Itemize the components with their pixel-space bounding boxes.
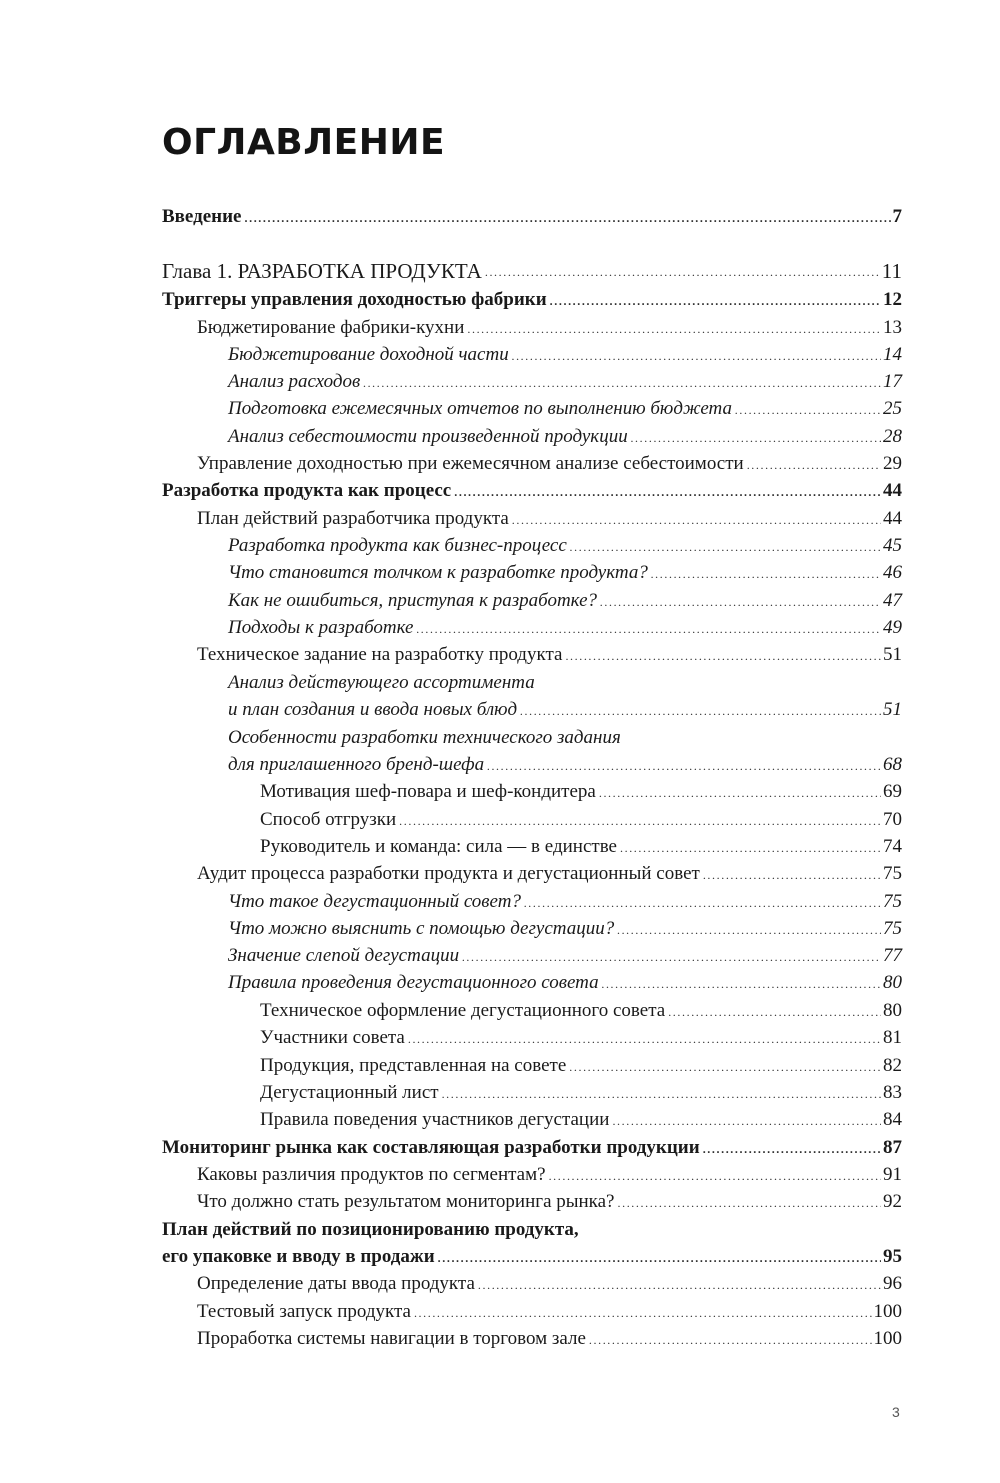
toc-leader-dots [612, 1115, 881, 1127]
toc-entry-page: 44 [883, 508, 902, 529]
toc-entry-title: Мотивация шеф-повара и шеф-кондитера [260, 781, 596, 802]
toc-leader-dots [245, 212, 891, 224]
toc-entry-page: 75 [883, 863, 902, 884]
toc-entry-subtopic[interactable] [260, 999, 902, 1023]
toc-entry-title: Проработка системы навигации в торговом зале [197, 1328, 586, 1349]
toc-entry-page: 75 [883, 918, 902, 939]
toc-entry-topic[interactable] [228, 370, 902, 394]
toc-entry-title: Анализ себестоимости произведенной продукции [228, 426, 628, 447]
toc-leader-dots [703, 1143, 881, 1155]
toc-leader-dots [524, 897, 881, 909]
toc-entry-title: Руководитель и команда: сила — в единстве [260, 836, 617, 857]
toc-entry-page: 95 [883, 1246, 902, 1267]
toc-entry-title: Правила поведения участников дегустации [260, 1109, 610, 1130]
toc-entry-title: Что становится толчком к разработке продукта? [228, 562, 648, 583]
toc-entry-page: 84 [883, 1109, 902, 1130]
toc-leader-dots [550, 295, 881, 307]
toc-entry-page: 28 [883, 426, 902, 447]
toc-entry-topic[interactable] [228, 944, 902, 968]
toc-entry-topic-line-2[interactable] [228, 698, 902, 722]
toc-entry-topic[interactable] [228, 917, 902, 941]
toc-leader-dots [487, 760, 881, 772]
toc-entry-page: 80 [883, 972, 902, 993]
toc-entry-subsection[interactable] [197, 316, 902, 340]
toc-entry-title: Анализ действующего ассортимента [228, 672, 535, 693]
toc-entry-topic[interactable] [228, 971, 902, 995]
toc-entry-title: Особенности разработки технического задания [228, 727, 621, 748]
toc-entry-title: Мониторинг рынка как составляющая разработки продукции [162, 1137, 700, 1158]
toc-entry-page: 29 [883, 453, 902, 474]
toc-entry-section[interactable] [162, 288, 902, 312]
toc-entry-title: Аудит процесса разработки продукта и дегустационный совет [197, 863, 700, 884]
toc-entry-title: Бюджетирование доходной части [228, 344, 509, 365]
toc-leader-dots [735, 404, 881, 416]
toc-entry-chapter-1[interactable] [162, 259, 902, 283]
toc-entry-page: 74 [883, 836, 902, 857]
toc-entry-page: 45 [883, 535, 902, 556]
toc-leader-dots [467, 323, 881, 335]
toc-entry-section[interactable] [162, 1136, 902, 1160]
toc-entry-topic[interactable] [228, 534, 902, 558]
toc-entry-page: 51 [883, 699, 902, 720]
toc-entry-page: 100 [873, 1328, 902, 1349]
toc-leader-dots [703, 869, 881, 881]
toc-entry-title: Значение слепой дегустации [228, 945, 460, 966]
toc-entry-page: 83 [883, 1082, 902, 1103]
toc-entry-title: Участники совета [260, 1027, 405, 1048]
toc-leader-dots [478, 1279, 881, 1291]
toc-leader-dots [512, 514, 881, 526]
toc-entry-title: План действий по позиционированию продукта, [162, 1219, 579, 1240]
toc-entry-page: 100 [873, 1301, 902, 1322]
toc-entry-title: Управление доходностью при ежемесячном анализе себестоимости [197, 453, 744, 474]
toc-entry-page: 87 [883, 1137, 902, 1158]
toc-entry-title: Продукция, представленная на совете [260, 1055, 567, 1076]
toc-entry-title: Каковы различия продуктов по сегментам? [197, 1164, 546, 1185]
toc-entry-page: 47 [883, 590, 902, 611]
toc-entry-page: 92 [883, 1191, 902, 1212]
toc-entry-page: 46 [883, 562, 902, 583]
toc-entry-topic-line-1[interactable] [228, 671, 902, 695]
toc-entry-title: Введение [162, 206, 242, 227]
toc-entry-subsection[interactable] [197, 1327, 902, 1351]
toc-entry-title: Техническое оформление дегустационного совета [260, 1000, 666, 1021]
toc-entry-page: 77 [883, 945, 902, 966]
toc-leader-dots [408, 1033, 881, 1045]
toc-entry-subsection[interactable] [197, 507, 902, 531]
toc-entry-subtopic[interactable] [260, 835, 902, 859]
toc-leader-dots [512, 350, 881, 362]
toc-entry-title: Определение даты ввода продукта [197, 1273, 475, 1294]
toc-leader-dots [485, 266, 880, 278]
toc-entry-title-continued: его упаковке и вводу в продажи [162, 1246, 435, 1267]
toc-leader-dots [416, 623, 881, 635]
toc-leader-dots [747, 459, 881, 471]
toc-entry-title: Что должно стать результатом мониторинга рынка? [197, 1191, 615, 1212]
toc-leader-dots [602, 978, 881, 990]
toc-leader-dots [569, 1061, 881, 1073]
toc-entry-page: 25 [883, 398, 902, 419]
toc-entry-subtopic[interactable] [260, 1108, 902, 1132]
toc-leader-dots [589, 1334, 872, 1346]
toc-entry-title: Техническое задание на разработку продукта [197, 644, 563, 665]
toc-leader-dots [442, 1088, 881, 1100]
toc-entry-page: 12 [883, 289, 902, 310]
toc-entry-page: 11 [881, 259, 902, 283]
toc-leader-dots [399, 815, 881, 827]
toc-entry-topic-line-1[interactable] [228, 726, 902, 750]
toc-leader-dots [570, 541, 881, 553]
toc-entry-page: 51 [883, 644, 902, 665]
toc-entry-subtopic[interactable] [260, 808, 902, 832]
toc-entry-subtopic[interactable] [260, 1054, 902, 1078]
toc-leader-dots [363, 377, 881, 389]
toc-entry-title: Подготовка ежемесячных отчетов по выполнению бюджета [228, 398, 733, 419]
toc-leader-dots [599, 787, 881, 799]
toc-entry-topic[interactable] [228, 425, 902, 449]
toc-entry-page: 70 [883, 809, 902, 830]
toc-entry-page: 80 [883, 1000, 902, 1021]
toc-entry-topic[interactable] [228, 397, 902, 421]
toc-entry-page: 91 [883, 1164, 902, 1185]
toc-entry-subsection[interactable] [197, 1163, 902, 1187]
page-number: 3 [892, 1404, 900, 1420]
toc-entry-page: 96 [883, 1273, 902, 1294]
toc-entry-topic[interactable] [228, 343, 902, 367]
toc-entry-title: Тестовый запуск продукта [197, 1301, 411, 1322]
toc-entry-title: Подходы к разработке [228, 617, 414, 638]
toc-entry-section-line-1[interactable] [162, 1218, 902, 1242]
toc-entry-title: Разработка продукта как бизнес-процесс [228, 535, 567, 556]
toc-leader-dots [565, 650, 881, 662]
toc-entry-subsection[interactable] [197, 1272, 902, 1296]
toc-entry-page: 13 [883, 317, 902, 338]
toc-entry-introduction[interactable] [162, 205, 902, 229]
toc-entry-title: Способ отгрузки [260, 809, 397, 830]
toc-leader-dots [668, 1006, 881, 1018]
toc-entry-section-line-2[interactable] [162, 1245, 902, 1269]
toc-entry-topic-line-2[interactable] [228, 753, 902, 777]
toc-entry-title: Дегустационный лист [260, 1082, 439, 1103]
toc-leader-dots [454, 486, 881, 498]
toc-entry-page: 81 [883, 1027, 902, 1048]
toc-entry-topic[interactable] [228, 616, 902, 640]
toc-entry-title-continued: для приглашенного бренд-шефа [228, 754, 485, 775]
toc-entry-page: 44 [883, 480, 902, 501]
toc-entry-page: 68 [883, 754, 902, 775]
toc-entry-page: 14 [883, 344, 902, 365]
toc-entry-subtopic[interactable] [260, 1081, 902, 1105]
toc-leader-dots [617, 924, 881, 936]
toc-entry-section[interactable] [162, 479, 902, 503]
toc-entry-title: Бюджетирование фабрики-кухни [197, 317, 465, 338]
toc-entry-page: 69 [883, 781, 902, 802]
toc-entry-title: Правила проведения дегустационного совета [228, 972, 599, 993]
toc-leader-dots [462, 951, 881, 963]
toc-entry-page: 82 [883, 1055, 902, 1076]
toc-entry-subsection[interactable] [197, 643, 902, 667]
toc-leader-dots [600, 596, 881, 608]
toc-entry-topic[interactable] [228, 589, 902, 613]
toc-leader-dots [414, 1307, 872, 1319]
toc-entry-subtopic[interactable] [260, 1026, 902, 1050]
toc-leader-dots [438, 1252, 881, 1264]
toc-entry-subsection[interactable] [197, 452, 902, 476]
toc-entry-title: Что можно выяснить с помощью дегустации? [228, 918, 615, 939]
toc-entry-page: 49 [883, 617, 902, 638]
toc-entry-subsection[interactable] [197, 1190, 902, 1214]
toc-leader-dots [549, 1170, 881, 1182]
toc-entry-subtopic[interactable] [260, 780, 902, 804]
toc-leader-dots [618, 1197, 882, 1209]
toc-entry-title: Триггеры управления доходностью фабрики [162, 289, 547, 310]
toc-entry-subsection[interactable] [197, 1300, 902, 1324]
toc-entry-page: 75 [883, 891, 902, 912]
toc-entry-subsection[interactable] [197, 862, 902, 886]
toc-entry-title-continued: и план создания и ввода новых блюд [228, 699, 518, 720]
toc-leader-dots [651, 568, 881, 580]
toc-entry-topic[interactable] [228, 561, 902, 585]
toc-entry-title: План действий разработчика продукта [197, 508, 509, 529]
toc-entry-page: 7 [892, 206, 902, 227]
toc-entry-title: Разработка продукта как процесс [162, 480, 452, 501]
toc-leader-dots [520, 705, 881, 717]
toc-leader-dots [631, 432, 881, 444]
toc-entry-title: Глава 1. РАЗРАБОТКА ПРОДУКТА [162, 259, 482, 283]
toc-leader-dots [620, 842, 881, 854]
page-title: ОГЛАВЛЕНИЕ [162, 122, 446, 163]
toc-entry-title: Что такое дегустационный совет? [228, 891, 521, 912]
toc-entry-title: Как не ошибиться, приступая к разработке? [228, 590, 598, 611]
toc-entry-topic[interactable] [228, 890, 902, 914]
toc-entry-title: Анализ расходов [228, 371, 361, 392]
toc-entry-page: 17 [883, 371, 902, 392]
